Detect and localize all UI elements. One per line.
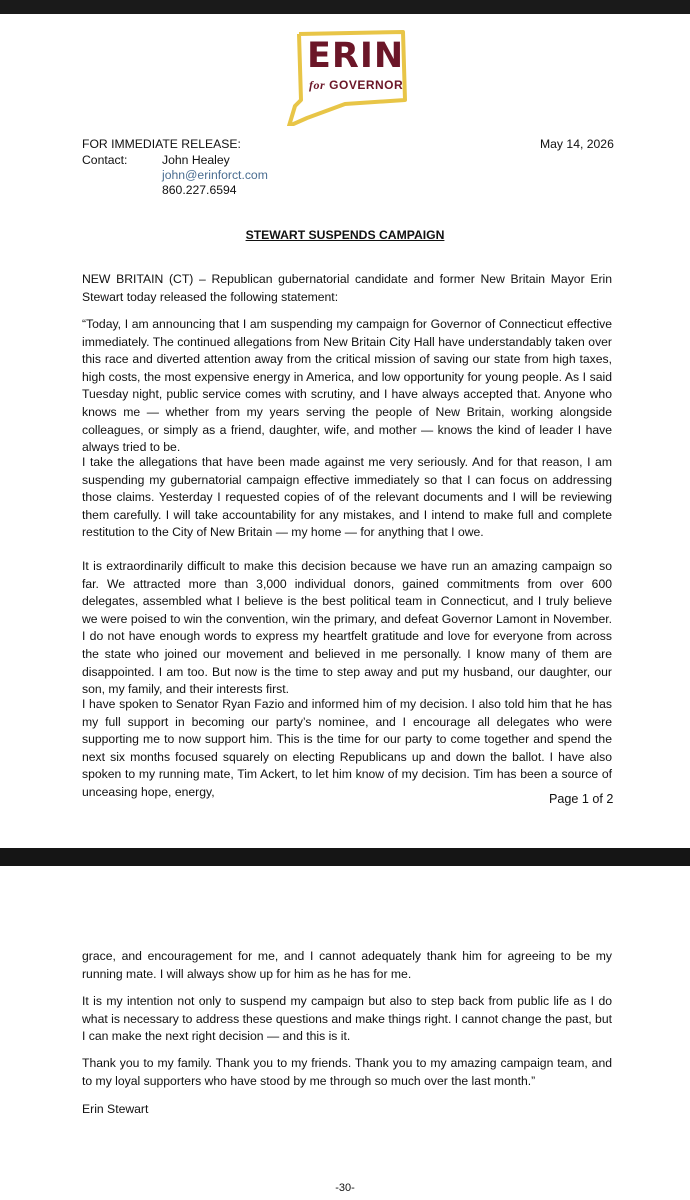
release-date: May 14, 2026 xyxy=(540,137,614,151)
body-paragraph: “Today, I am announcing that I am suspending my campaign for Governor of Connecticut effective immediately. The continued allegations from New Britain City Hall have understandably taken over this race and diverted attention away from the critical mission of saving our state from high taxes, high costs, the most expensive energy in America, and low opportunity for young people. As I said Tuesday night, public service comes with scrutiny, and I have always accepted that. Anyone who knows me — whether from my years serving the people of New Britain, working alongside colleagues, or simply as a friend, daughter, wife, and mother — knows the kind of leader I have always tried to be. xyxy=(82,317,612,455)
body-paragraph: It is extraordinarily difficult to make this decision because we have run an amazing campaign so far. We attracted more than 3,000 individual donors, gained commitments from over 600 delegates, assembled what I believe is the best political team in Connecticut, and I truly believe we were poised to win the convention, win the primary, and defeat Governor Lamont in November. I do not have enough words to express my heartfelt gratitude and love for everyone from across the state who joined our movement and believed in me personally. I know many of them are disappointed. I am too. But now is the time to step away and put my husband, our daughter, our son, my family, and their interests first. xyxy=(82,559,612,697)
body-paragraph: NEW BRITAIN (CT) – Republican gubernatorial candidate and former New Britain Mayor Erin Stewart today released the following statement: xyxy=(82,272,612,304)
end-marker: -30- xyxy=(335,1182,355,1194)
signature: Erin Stewart xyxy=(82,1102,149,1116)
contact-email-link[interactable]: john@erinforct.com xyxy=(162,168,268,182)
release-title: STEWART SUSPENDS CAMPAIGN xyxy=(245,228,445,242)
logo-tagline xyxy=(309,78,403,93)
logo-office: GOVERNOR xyxy=(329,78,404,92)
contact-phone: 860.227.6594 xyxy=(162,183,237,197)
release-label: FOR IMMEDIATE RELEASE: xyxy=(82,137,241,151)
logo-for: for xyxy=(309,78,326,92)
logo-name: ERIN xyxy=(307,36,405,76)
body-paragraph: Thank you to my family. Thank you to my friends. Thank you to my amazing campaign team, and to my loyal supporters who have stood by me through so much over the last month.” xyxy=(82,1056,612,1088)
top-edge xyxy=(0,0,690,14)
body-paragraph: I have spoken to Senator Ryan Fazio and informed him of my decision. I also told him that he has my full support in becoming our party’s nominee, and I encourage all delegates who were supporting me to now support him. This is the time for our party to come together and spend the next six months focused squarely on electing Republicans up and down the ballot. I have also spoken to my running mate, Tim Ackert, to let him know of my decision. Tim has been a source of unceasing hope, energy, xyxy=(82,697,612,799)
contact-name: John Healey xyxy=(162,153,230,167)
page-number: Page 1 of 2 xyxy=(549,792,614,806)
body-paragraph: I take the allegations that have been made against me very seriously. And for that reason, I am suspending my gubernatorial campaign effective immediately so that I can focus on addressing those claims. Yesterday I requested copies of of the relevant documents and I will be reviewing them carefully. I will take accountability for any mistakes, and I intend to make full and complete restitution to the City of New Britain — my home — for anything that I owe. xyxy=(82,455,612,540)
contact-label: Contact: xyxy=(82,153,128,167)
campaign-logo xyxy=(285,30,425,126)
body-paragraph: grace, and encouragement for me, and I cannot adequately thank him for agreeing to be my running mate. I will always show up for him as he has for me. xyxy=(82,949,612,981)
body-paragraph: It is my intention not only to suspend my campaign but also to step back from public life as I do what is necessary to address these questions and make things right. I cannot change the past, but I can make the next right decision — and this is it. xyxy=(82,994,612,1044)
page-separator xyxy=(0,848,690,866)
document-page-2 xyxy=(0,866,690,1200)
document-page-1 xyxy=(0,14,690,848)
